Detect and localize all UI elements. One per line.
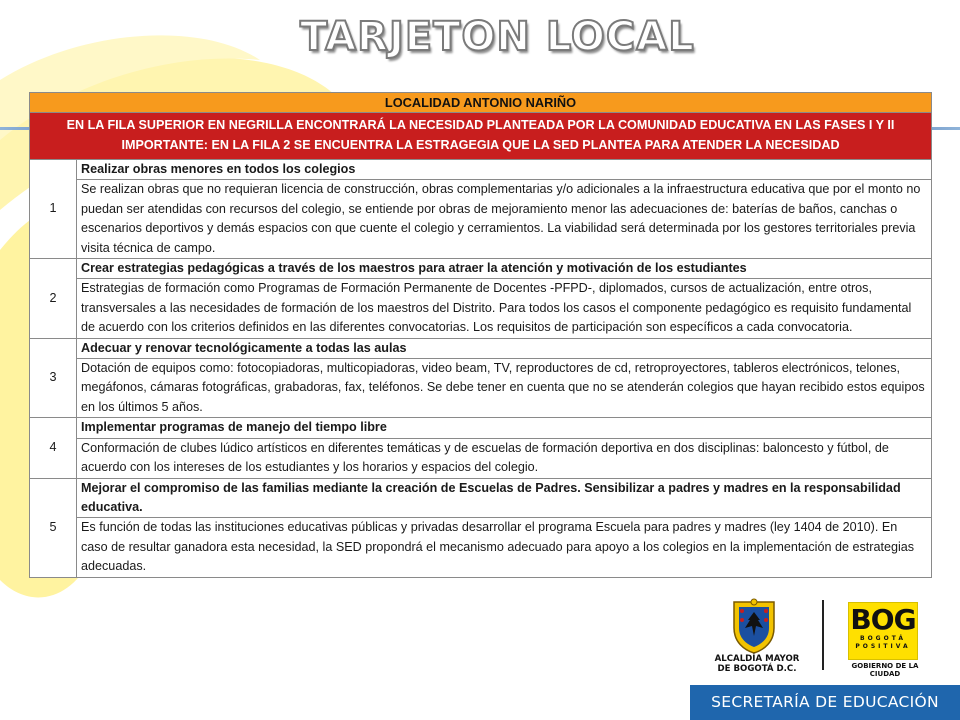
instruction-line-1: EN LA FILA SUPERIOR EN NEGRILLA ENCONTRARÁ LA NECESIDAD PLANTEADA POR LA COMUNIDAD EDUCATIVA EN LAS FASES I Y II	[66, 118, 895, 133]
need-row-5	[30, 478, 932, 518]
need-row-2	[30, 259, 932, 279]
strategy-row-5	[30, 518, 932, 577]
row-number-5: 5	[30, 478, 77, 577]
need-text-2: Crear estrategias pedagógicas a través de los maestros para atraer la atención y motivación de los estudiantes	[77, 259, 932, 279]
locality-header-row	[30, 93, 932, 113]
bog-sub-text: BOGOTÁ POSITIVA	[855, 635, 911, 650]
row-number-1: 1	[30, 160, 77, 259]
alcaldia-line-2: DE BOGOTÁ D.C.	[717, 664, 797, 674]
need-text-5: Mejorar el compromiso de las familias mediante la creación de Escuelas de Padres. Sensibilizar a padres y madres en la responsabilidad educativa.	[77, 478, 932, 518]
logo-divider	[822, 600, 824, 670]
footer-logos	[712, 596, 944, 676]
strategy-row-3	[30, 359, 932, 418]
row-number-3: 3	[30, 338, 77, 418]
needs-table-container	[29, 92, 932, 578]
alcaldia-line-1: ALCALDÍA MAYOR	[714, 654, 800, 664]
need-text-4: Implementar programas de manejo del tiempo libre	[77, 418, 932, 438]
need-text-3: Adecuar y renovar tecnológicamente a todas las aulas	[77, 338, 932, 358]
strategy-text-3: Dotación de equipos como: fotocopiadoras, multicopiadoras, video beam, TV, reproductores de cd, retroproyectores, tableros electrónicos, telones, megáfonos, cámaras fotográficas, grabadoras, fax, teléfonos. Se debe tener en cuenta que no se atenderán colegios que hayan recibido estos equipos en los últimos 5 años.	[77, 359, 932, 418]
strategy-row-4	[30, 438, 932, 478]
need-row-4	[30, 418, 932, 438]
page-title: TARJETON LOCAL	[300, 14, 695, 60]
strategy-text-2: Estrategias de formación como Programas de Formación Permanente de Docentes -PFPD-, diplomados, cursos de actualización, entre otros, transversales a las necesidades de formación de los maestros del Distrito. Para todos los casos el componente pedagógico es requisito fundamental de acuerdo con los criterios definidos en las diferentes convocatorias. Los requisitos de participación son específicos a cada convocatoria.	[77, 279, 932, 338]
alcaldia-text	[712, 654, 802, 674]
row-number-4: 4	[30, 418, 77, 478]
strategy-text-4: Conformación de clubes lúdico artísticos en diferentes temáticas y de escuelas de formación deportiva en dos disciplinas: baloncesto y fútbol, de acuerdo con los intereses de los estudiantes y los horarios y espacios del colegio.	[77, 438, 932, 478]
instruction-line-2: IMPORTANTE: EN LA FILA 2 SE ENCUENTRA LA ESTRAGEGIA QUE LA SED PLANTEA PARA ATENDER LA NECESIDAD	[121, 138, 840, 153]
secretaria-text: SECRETARÍA DE EDUCACIÓN	[711, 693, 939, 711]
strategy-row-1	[30, 180, 932, 259]
strategy-text-1: Se realizan obras que no requieran licencia de construcción, obras complementarias y/o adicionales a la infraestructura educativa que por el monto no puedan ser atendidas con recursos del colegio, se entiende por obras de mejoramiento menor las adecuaciones de: baterías de baños, canchas o escenarios deportivos y demás espacios con que cuente el colegio y cerramientos. La viabilidad será determinada por los gestores territoriales previa visita técnica de campo.	[77, 180, 932, 259]
need-row-3	[30, 338, 932, 358]
bog-logo-text: BOG	[850, 603, 916, 636]
instruction-cell	[30, 113, 932, 160]
bogota-coat-of-arms-icon	[730, 598, 778, 654]
strategy-text-5: Es función de todas las instituciones educativas públicas y privadas desarrollar el programa Escuela para padres y madres (ley 1404 de 2010). En caso de resultar ganadora esta necesidad, la SED propondrá el mecanismo adecuado para apoyo a los colegios en la implementación de estrategias adecuadas.	[77, 518, 932, 577]
locality-header: LOCALIDAD ANTONIO NARIÑO	[30, 93, 932, 113]
strategy-row-2	[30, 279, 932, 338]
bogota-positiva-logo	[848, 602, 918, 660]
need-row-1	[30, 160, 932, 180]
secretaria-banner	[690, 685, 960, 720]
gobierno-text: GOBIERNO DE LA CIUDAD	[851, 662, 919, 678]
row-number-2: 2	[30, 259, 77, 339]
instruction-row	[30, 113, 932, 160]
needs-table	[29, 92, 932, 578]
need-text-1: Realizar obras menores en todos los colegios	[77, 160, 932, 180]
